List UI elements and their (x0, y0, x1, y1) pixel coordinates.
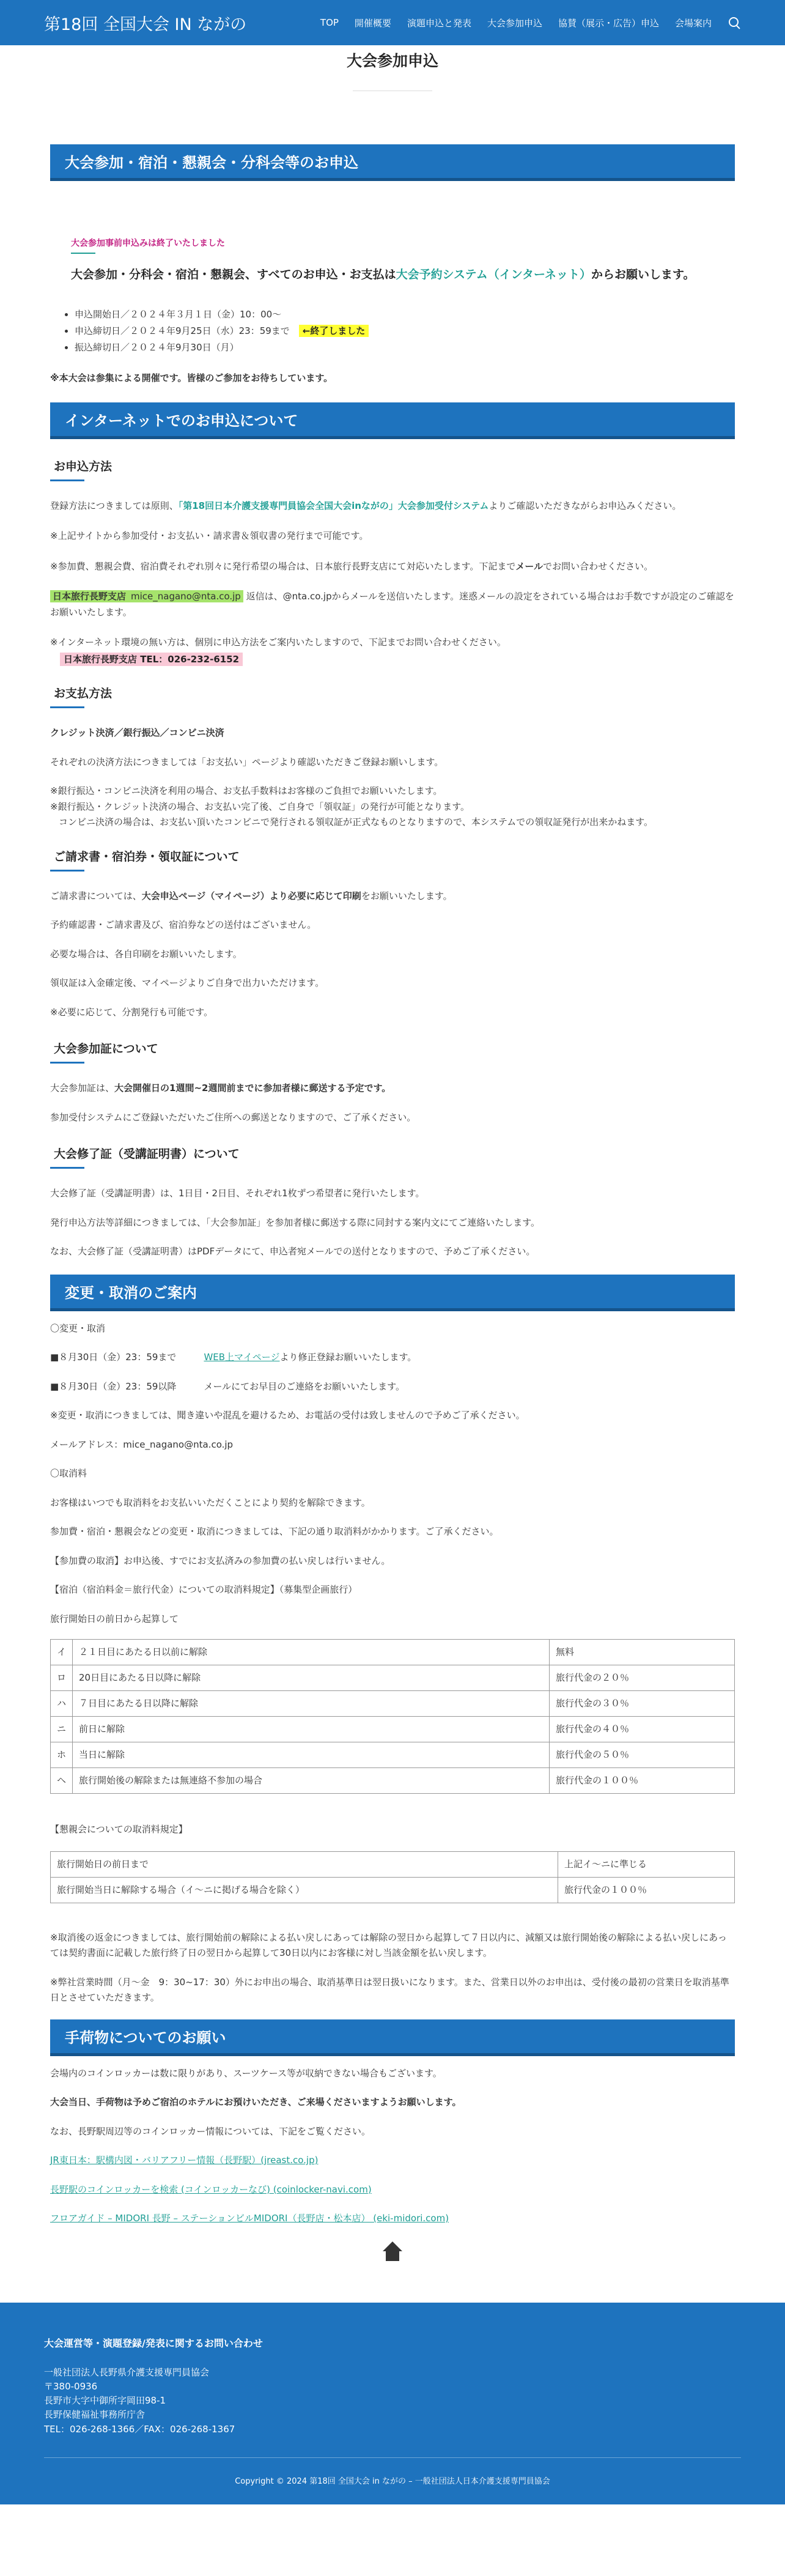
main-content (50, 144, 735, 2265)
copyright: Copyright © 2024 第18回 全国大会 in ながの – 一般社団法人日本介護支援専門員協会 (235, 2476, 550, 2486)
party-cancel-heading: 【懇親会についての取消料規定】 (50, 1824, 188, 1835)
lead-text: 大会参加・分科会・宿泊・懇親会、すべてのお申込・お支払は大会予約システム（インターネット）からお願いします。 (71, 267, 695, 281)
change-rule-2: ■８月30日（金）23：59以降 メールにてお早目のご連絡をお願いいたします。 (50, 1380, 405, 1392)
date-payment: • 振込締切日／２０２４年9月30日（月） (75, 339, 735, 356)
notice-underline (71, 253, 95, 254)
change-rule-1: ■８月30日（金）23：59まで WEB上マイページより修正登録お願いいたします。 (50, 1352, 417, 1363)
apply-note: ※上記サイトから参加受付・お支払い・請求書＆領収書の発行まで可能です。 (50, 530, 369, 542)
invoice-note-1: 予約確認書・ご請求書及び、宿泊券などの送付はございません。 (50, 919, 317, 931)
payment-note-3: コンビニ決済の場合は、お支払い頂いたコンビニで発行される領収証が正式なものとなりますので、本システムでの領収証発行が出来かねます。 (59, 816, 654, 828)
onsite-note: ※本大会は参集による開催です。皆様のご参加をお待ちしています。 (50, 372, 333, 384)
nav-venue[interactable]: 会場案内 (674, 17, 712, 29)
coinlocker-link[interactable]: 長野駅のコインロッカーを検索 (コインロッカーなび) (coinlocker-navi.com) (50, 2183, 372, 2195)
nav-overview[interactable]: 開催概要 (354, 17, 391, 29)
completion-text-3: なお、大会修了証（受講証明書）はPDFデータにて、申込者宛メールでの送付となりますので、予めご了承ください。 (50, 1246, 536, 1257)
nav-sponsor[interactable]: 協賛（展示・広告）申込 (558, 17, 659, 29)
table-row: 旅行開始当日に解除する場合（イ～ニに掲げる場合を除く） 旅行代金の１００％ (51, 1877, 735, 1903)
section-heading-registration: 大会参加・宿泊・懇親会・分科会等のお申込 (50, 144, 735, 181)
mypage-link[interactable]: WEB上マイページ (204, 1352, 280, 1363)
link-line (50, 2182, 735, 2198)
refund-note-2: ※弊社営業時間（月～金 9：30~17：30）外にお申出の場合、取消基準日は翌日扱いになります。また、営業日以外のお申出は、受付後の最初の営業日を取消基準日とさせていただきます。 (50, 1976, 729, 2004)
subheading-completion: 大会修了証（受講証明書）について (50, 1145, 735, 1169)
table-row: ニ 前日に解除 旅行代金の４０％ (51, 1717, 735, 1742)
payment-note-1: ※銀行振込・コンビニ決済を利用の場合、お支払手数料はお客様のご負担でお願いいたします。 (50, 785, 443, 797)
certificate-text: 大会参加証は、大会開催日の1週間~2週間前までに参加者様に郵送する予定です。 (50, 1083, 391, 1094)
link-line (50, 2153, 735, 2169)
subheading-certificate: 大会参加証について (50, 1040, 735, 1064)
site-footer (0, 2303, 785, 2504)
luggage-text-3: なお、長野駅周辺等のコインロッカー情報については、下記をご覧ください。 (50, 2125, 370, 2137)
table-row: ハ ７日目にあたる日以降に解除 旅行代金の３０％ (51, 1691, 735, 1717)
page-title: 大会参加申込 (346, 52, 438, 70)
branch-email[interactable]: mice_nagano@nta.co.jp (128, 590, 243, 602)
date-deadline: • 申込締切日／２０２４年9月25日（水）23：59まで ←終了しました (75, 323, 735, 339)
invoice-note-3: 領収証は入金確定後、マイページよりご自身で出力いただけます。 (50, 977, 325, 989)
subheading-invoice: ご請求書・宿泊券・領収証について (50, 848, 735, 872)
site-title[interactable]: 第18回 全国大会 IN ながの (44, 15, 247, 34)
subheading-payment: お支払方法 (50, 684, 735, 708)
no-internet-note: ※インターネット環境の無い方は、個別に申込方法をご案内いたしますので、下記までお問い合わせください。 (50, 637, 506, 648)
registration-system-link[interactable]: 「第18回日本介護支援専門員協会全国大会inながの」大会参加受付システム (178, 500, 489, 511)
table-row: イ ２１日目にあたる日以前に解除 無料 (51, 1640, 735, 1665)
jr-east-link[interactable]: JR東日本：駅構内図・バリアフリー情報（長野駅）(jreast.co.jp) (50, 2155, 319, 2166)
nav-registration[interactable]: 大会参加申込 (487, 17, 542, 29)
footer-building: 長野保健福祉事務所庁舎 (44, 2409, 146, 2421)
reservation-system-link[interactable]: 大会予約システム（インターネット） (396, 267, 592, 281)
completion-text-1: 大会修了証（受講証明書）は、1日目・2日目、それぞれ1枚ずつ希望者に発行いたします。 (50, 1188, 425, 1199)
certificate-note: 参加受付システムにご登録いただいたご住所への郵送となりますので、ご了承ください。 (50, 1111, 416, 1123)
search-icon[interactable] (728, 16, 741, 29)
branch-tel: 日本旅行長野支店 TEL：026-232-6152 (60, 653, 243, 666)
luggage-text-2: 大会当日、手荷物は予めご宿泊のホテルにお預けいただき、ご来場くださいますようお願いします。 (50, 2097, 462, 2108)
footer-tel: TEL：026-268-1366／FAX：026-268-1367 (44, 2423, 235, 2435)
ended-badge: ←終了しました (299, 325, 369, 337)
section-heading-luggage: 手荷物についてのお願い (50, 2019, 735, 2056)
midori-link[interactable]: フロアガイド – MIDORI 長野 – ステーションビルMIDORI（長野店・松本店） (eki-midori.com) (50, 2213, 449, 2224)
nav-top[interactable]: TOP (320, 17, 339, 28)
separate-invoice-note: ※参加費、懇親会費、宿泊費それぞれ別々に発行希望の場合は、日本旅行長野支店にて対応いたします。下記までメールでお問い合わせください。 (50, 560, 654, 572)
apply-text: 登録方法につきましては原則、「第18回日本介護支援専門員協会全国大会inながの」大会参加受付システムよりご確認いただきながらお申込みください。 (50, 500, 682, 511)
nav-presentation[interactable]: 演題申込と発表 (407, 17, 471, 29)
subheading-apply: お申込方法 (50, 457, 735, 481)
change-note: ※変更・取消につきましては、聞き違いや混乱を避けるため、お電話の受付は致しませんので予めご了承ください。 (50, 1410, 525, 1421)
link-line (50, 2211, 735, 2227)
refund-note-1: ※取消後の返金につきましては、旅行開始前の解除による払い戻しにあっては解除の翌日から起算して７日以内に、減額又は旅行開始後の解除による払い戻しにあっては契約書面に記載した旅行終了日の翌日から起算して30日以内にお客様に対し当該金額を払い戻します。 (50, 1931, 727, 1959)
table-row: ロ 20日目にあたる日以降に解除 旅行代金の２０％ (51, 1665, 735, 1691)
main-nav (320, 0, 741, 45)
fee-text-4: 【宿泊（宿泊料金＝旅行代金）についての取消料規定】（募集型企画旅行） (50, 1584, 358, 1596)
change-email: メールアドレス：mice_nagano@nta.co.jp (50, 1438, 234, 1450)
invoice-text: ご請求書については、大会申込ページ（マイページ）より必要に応じて印刷をお願いいたします。 (50, 890, 452, 901)
payment-text: それぞれの決済方法につきましては「お支払い」ページより確認いただきご登録お願いします。 (50, 756, 444, 768)
table-row: ヘ 旅行開始後の解除または無連絡不参加の場合 旅行代金の１００％ (51, 1768, 735, 1794)
date-start: • 申込開始日／２０２４年３月１日（金）10：00～ (75, 306, 735, 323)
tel-line (50, 652, 735, 668)
invoice-note-2: 必要な場合は、各自印刷をお願いいたします。 (50, 948, 242, 960)
table-row: 旅行開始日の前日まで 上記イ～ニに準じる (51, 1851, 735, 1877)
fee-text-1: お客様はいつでも取消料をお支払いいただくことにより契約を解除できます。 (50, 1497, 370, 1508)
hotel-cancel-table (50, 1639, 735, 1794)
fee-text-2: 参加費・宿泊・懇親会などの変更・取消につきましては、下記の通り取消料がかかります。ご了承ください。 (50, 1526, 499, 1538)
section-heading-change: 変更・取消のご案内 (50, 1275, 735, 1311)
luggage-text-1: 会場内のコインロッカーは数に限りがあり、スーツケース等が収納できない場合もございます。 (50, 2067, 442, 2079)
payment-note-2: ※銀行振込・クレジット決済の場合、お支払い完了後、ご自身で「領収証」の発行が可能となります。 (50, 801, 470, 812)
change-heading: 〇変更・取消 (50, 1322, 106, 1334)
party-cancel-table (50, 1851, 735, 1903)
payment-methods: クレジット決済／銀行振込／コンビニ決済 (50, 727, 224, 739)
footer-divider (44, 2457, 741, 2458)
site-header (0, 0, 785, 45)
invoice-note-4: ※必要に応じて、分割発行も可能です。 (50, 1006, 213, 1018)
completion-text-2: 発行申込方法等詳細につきましては、「大会参加証」を参加者様に郵送する際に同封する案内文にてご連絡いたします。 (50, 1216, 540, 1228)
footer-org: 一般社団法人長野県介護支援専門員協会 (44, 2366, 210, 2378)
closed-notice: 大会参加事前申込みは終了いたしました (71, 239, 225, 248)
fee-text-3: 【参加費の取消】お申込後、すでにお支払済みの参加費の払い戻しは行いません。 (50, 1555, 391, 1566)
footer-title: 大会運営等・演題登録/発表に関するお問い合わせ (44, 2337, 263, 2349)
fee-text-5: 旅行開始日の前日から起算して (50, 1613, 179, 1624)
home-icon[interactable] (380, 2240, 405, 2265)
branch-label: 日本旅行長野支店 (50, 590, 128, 602)
section-heading-internet: インターネットでのお申込について (50, 402, 735, 439)
date-list (50, 306, 735, 356)
branch-email-text: 日本旅行長野支店 mice_nagano@nta.co.jp 返信は、@nta.co.jpからメールを送信いたします。迷惑メールの設定をされている場合はお手数ですが設定のご確認をお願いいたします。 (50, 591, 734, 618)
footer-zip: 〒380-0936 (44, 2380, 98, 2392)
footer-address: 長野市大字中御所字岡田98-1 (44, 2395, 166, 2407)
table-row: ホ 当日に解除 旅行代金の５０％ (51, 1742, 735, 1768)
fee-heading: 〇取消料 (50, 1468, 87, 1479)
